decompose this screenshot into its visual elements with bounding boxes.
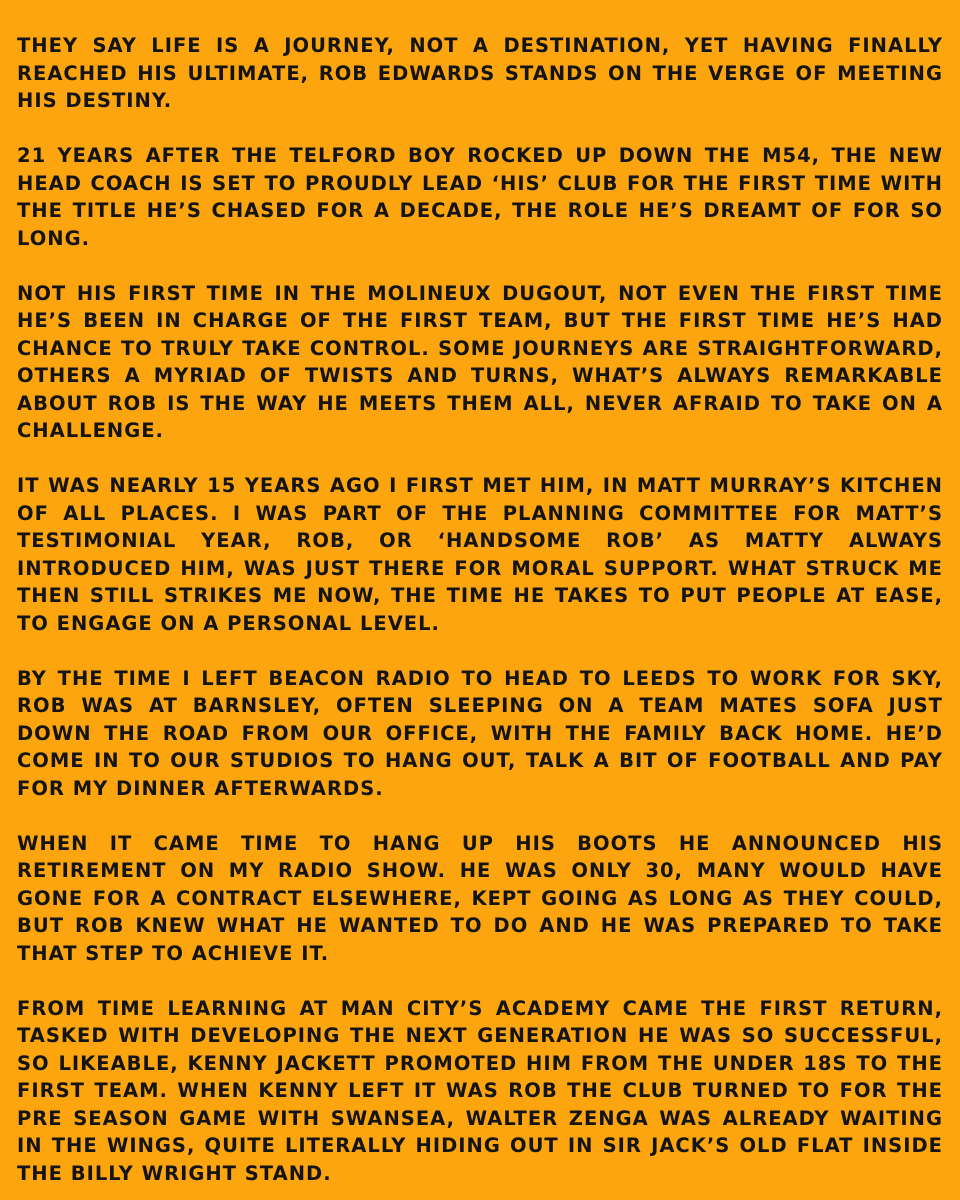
article-paragraph-7: FROM TIME LEARNING AT MAN CITY’S ACADEMY CAME THE FIRST RETURN, TASKED WITH DEVELOPING THE NEXT GENERATION HE WAS SO SUCCESSFUL, SO LIKEABLE, KENNY JACKETT PROMOTED HIM FROM THE UNDER 18S TO THE FIRST TEAM. WHEN KENNY LEFT IT WAS ROB THE CLUB TURNED TO FOR THE PRE SEASON GAME WITH SWANSEA, WALTER ZENGA WAS ALREADY WAITING IN THE WINGS, QUITE LITERALLY HIDING OUT IN SIR JACK’S OLD FLAT INSIDE THE BILLY WRIGHT STAND.: [17, 996, 943, 1185]
article-paragraph-4: IT WAS NEARLY 15 YEARS AGO I FIRST MET HIM, IN MATT MURRAY’S KITCHEN OF ALL PLACES. I WAS PART OF THE PLANNING COMMITTEE FOR MATT’S TESTIMONIAL YEAR, ROB, OR ‘HANDSOME ROB’ AS MATTY ALWAYS INTRODUCED HIM, WAS JUST THERE FOR MORAL SUPPORT. WHAT STRUCK ME THEN STILL STRIKES ME NOW, THE TIME HE TAKES TO PUT PEOPLE AT EASE, TO ENGAGE ON A PERSONAL LEVEL.: [17, 474, 943, 635]
article-paragraph-3: NOT HIS FIRST TIME IN THE MOLINEUX DUGOUT, NOT EVEN THE FIRST TIME HE’S BEEN IN CHARGE OF THE FIRST TEAM, BUT THE FIRST TIME HE’S HAD CHANCE TO TRULY TAKE CONTROL. SOME JOURNEYS ARE STRAIGHTFORWARD, OTHERS A MYRIAD OF TWISTS AND TURNS, WHAT’S ALWAYS REMARKABLE ABOUT ROB IS THE WAY HE MEETS THEM ALL, NEVER AFRAID TO TAKE ON A CHALLENGE.: [17, 281, 943, 442]
article-paragraph-2: 21 YEARS AFTER THE TELFORD BOY ROCKED UP DOWN THE M54, THE NEW HEAD COACH IS SET TO PROUDLY LEAD ‘HIS’ CLUB FOR THE FIRST TIME WITH THE TITLE HE’S CHASED FOR A DECADE, THE ROLE HE’S DREAMT OF FOR SO LONG.: [17, 144, 943, 250]
article-paragraph-6: WHEN IT CAME TIME TO HANG UP HIS BOOTS HE ANNOUNCED HIS RETIREMENT ON MY RADIO SHOW. HE WAS ONLY 30, MANY WOULD HAVE GONE FOR A CONTRACT ELSEWHERE, KEPT GOING AS LONG AS THEY COULD, BUT ROB KNEW WHAT HE WANTED TO DO AND HE WAS PREPARED TO TAKE THAT STEP TO ACHIEVE IT.: [17, 831, 943, 965]
article-paragraph-1: THEY SAY LIFE IS A JOURNEY, NOT A DESTINATION, YET HAVING FINALLY REACHED HIS ULTIMATE, ROB EDWARDS STANDS ON THE VERGE OF MEETING HIS DESTINY.: [17, 34, 943, 112]
article-paragraph-5: BY THE TIME I LEFT BEACON RADIO TO HEAD TO LEEDS TO WORK FOR SKY, ROB WAS AT BARNSLEY, OFTEN SLEEPING ON A TEAM MATES SOFA JUST DOWN THE ROAD FROM OUR OFFICE, WITH THE FAMILY BACK HOME. HE’D COME IN TO OUR STUDIOS TO HANG OUT, TALK A BIT OF FOOTBALL AND PAY FOR MY DINNER AFTERWARDS.: [17, 666, 943, 800]
